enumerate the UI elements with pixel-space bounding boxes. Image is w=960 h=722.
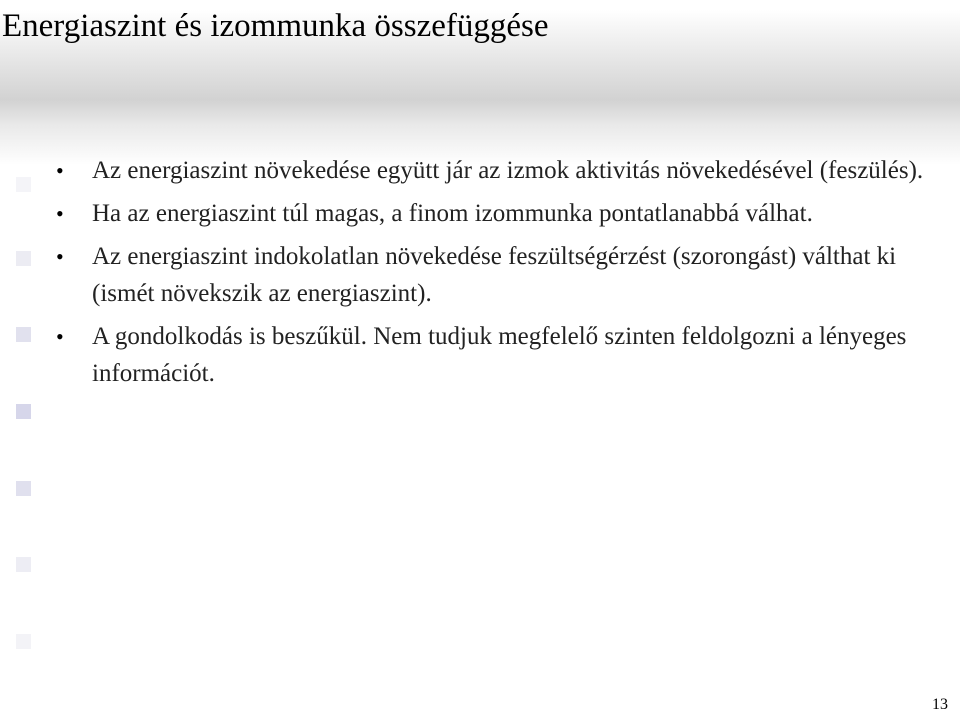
decorative-square (16, 404, 31, 419)
decorative-squares-column (16, 0, 36, 722)
bullet-item (56, 195, 926, 232)
decorative-square (16, 557, 31, 572)
bullet-item (56, 238, 926, 312)
bullet-text: Ha az energiaszint túl magas, a finom izommunka pontatlanabbá válhat. (92, 200, 813, 227)
decorative-square (16, 481, 31, 496)
decorative-square (16, 327, 31, 342)
bullet-dot-icon: • (56, 244, 64, 269)
bullet-list (56, 152, 926, 398)
decorative-square (16, 177, 31, 192)
bullet-text: Az energiaszint növekedése együtt jár az izmok aktivitás növekedésével (feszülés). (92, 157, 924, 184)
decorative-square (16, 634, 31, 649)
bullet-item (56, 318, 926, 392)
bullet-dot-icon: • (56, 158, 64, 183)
bullet-dot-icon: • (56, 324, 64, 349)
bullet-text: Az energiaszint indokolatlan növekedése feszültségérzést (szorongást) válthat ki (ismét növekszik az energiaszint). (92, 243, 897, 307)
bullet-dot-icon: • (56, 201, 64, 226)
bullet-item (56, 152, 926, 189)
page-number: 13 (932, 696, 948, 713)
slide-title: Energiaszint és izommunka összefüggése (2, 8, 549, 44)
decorative-square (16, 251, 31, 266)
bullet-text: A gondolkodás is beszűkül. Nem tudjuk megfelelő szinten feldolgozni a lényeges információt. (92, 323, 907, 387)
